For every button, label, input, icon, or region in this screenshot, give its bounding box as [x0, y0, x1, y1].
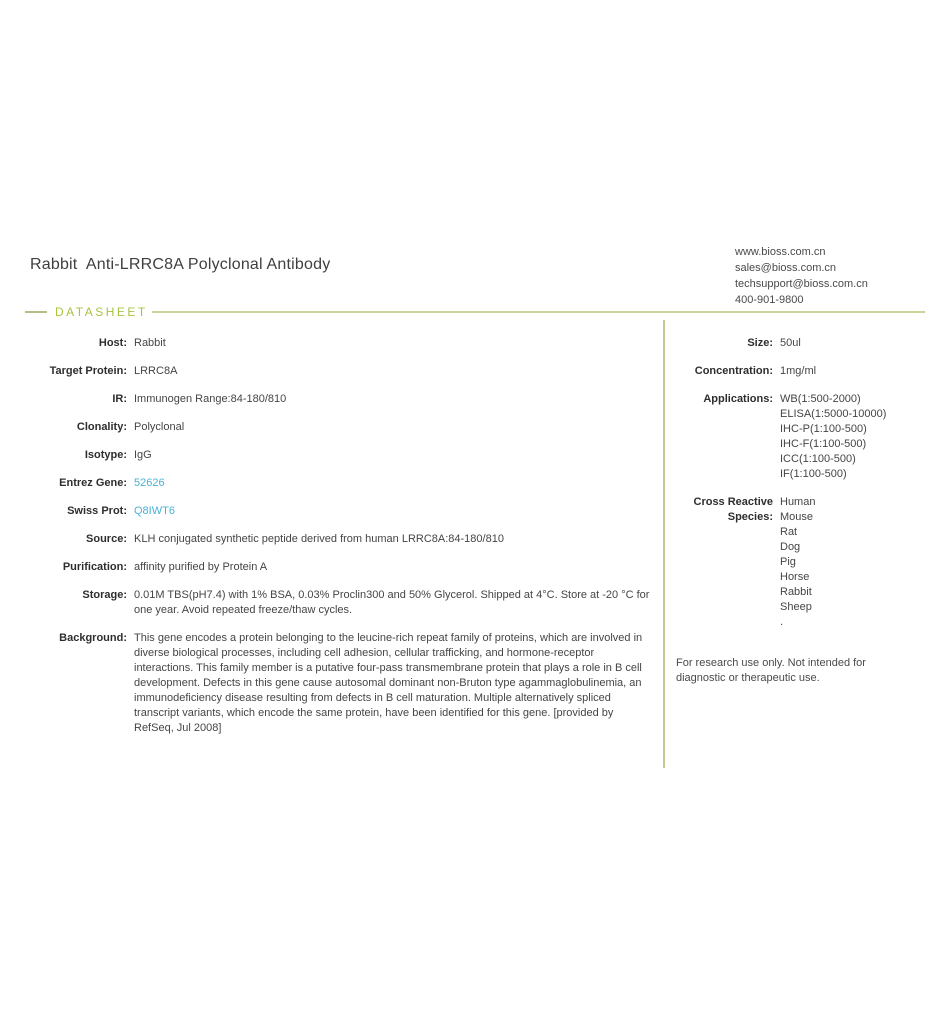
column-divider	[663, 320, 665, 768]
storage-label: Storage:	[82, 589, 127, 601]
purification-label: Purification:	[62, 561, 127, 573]
isotype-label: Isotype:	[84, 449, 127, 461]
source-value: KLH conjugated synthetic peptide derived from human LRRC8A:84-180/810	[134, 533, 504, 545]
field-row-ir	[25, 392, 655, 407]
datasheet-label: DATASHEET	[55, 305, 148, 319]
contact-info	[735, 244, 868, 308]
species-item: .	[780, 616, 784, 628]
size-label: Size:	[747, 337, 773, 349]
species-item: Sheep	[780, 601, 812, 613]
applications-list	[780, 392, 886, 482]
field-row-storage	[25, 588, 655, 618]
swiss-prot-link[interactable]: Q8IWT6	[134, 505, 175, 517]
entrez-gene-link[interactable]: 52626	[134, 477, 165, 489]
species-item: Rat	[780, 526, 798, 538]
host-value: Rabbit	[134, 337, 166, 349]
species-item: Dog	[780, 541, 801, 553]
application-item: IF(1:100-500)	[780, 468, 847, 480]
cross-reactive-species-list	[780, 495, 815, 630]
purification-value: affinity purified by Protein A	[134, 561, 268, 573]
clonality-value: Polyclonal	[134, 421, 185, 433]
contact-sales-email: sales@bioss.com.cn	[735, 262, 837, 274]
application-item: IHC-P(1:100-500)	[780, 423, 867, 435]
contact-phone: 400-901-9800	[735, 294, 804, 306]
background-value: This gene encodes a protein belonging to the leucine-rich repeat family of proteins, which are involved in diverse biological processes, including cell adhesion, cellular trafficking, and hormone-receptor interactions. This family member is a putative four-pass transmembrane protein that plays a role in B cell development. Defects in this gene cause autosomal dominant non-Bruton type agammaglobulinemia, an immunodeficiency disease resulting from defects in B cell maturation. Multiple alternatively spliced transcript variants, which encode the same protein, have been identified for this gene. [provided by RefSeq, Jul 2008]	[134, 632, 643, 734]
page-title: Rabbit Anti-LRRC8A Polyclonal Antibody	[30, 256, 331, 273]
field-row-entrez-gene	[25, 476, 655, 491]
rule-dash	[25, 311, 47, 313]
species-item: Mouse	[780, 511, 814, 523]
applications-label: Applications:	[703, 393, 773, 405]
size-value: 50ul	[780, 337, 801, 349]
datasheet-section-header	[25, 305, 925, 319]
field-row-size	[676, 336, 928, 351]
field-row-applications	[676, 392, 928, 482]
ir-value: Immunogen Range:84-180/810	[134, 393, 287, 405]
field-row-cross-reactive	[676, 495, 928, 630]
cross-reactive-label-line2: Species:	[727, 511, 773, 523]
target-protein-label: Target Protein:	[49, 365, 127, 377]
left-column	[25, 336, 655, 749]
species-item: Rabbit	[780, 586, 812, 598]
right-column	[676, 336, 928, 686]
storage-value: 0.01M TBS(pH7.4) with 1% BSA, 0.03% Proclin300 and 50% Glycerol. Shipped at 4°C. Store at -20 °C for one year. Avoid repeated freeze/thaw cycles.	[134, 589, 650, 616]
target-protein-value: LRRC8A	[134, 365, 178, 377]
field-row-host	[25, 336, 655, 351]
entrez-gene-label: Entrez Gene:	[59, 477, 127, 489]
field-row-source	[25, 532, 655, 547]
source-label: Source:	[86, 533, 127, 545]
research-use-note: For research use only. Not intended for diagnostic or therapeutic use.	[676, 657, 866, 684]
field-row-swiss-prot	[25, 504, 655, 519]
contact-website: www.bioss.com.cn	[735, 246, 826, 258]
concentration-label: Concentration:	[694, 365, 773, 377]
background-label: Background:	[59, 632, 127, 644]
species-item: Pig	[780, 556, 796, 568]
cross-reactive-label	[676, 495, 773, 630]
field-row-background	[25, 631, 655, 736]
field-row-clonality	[25, 420, 655, 435]
isotype-value: IgG	[134, 449, 152, 461]
ir-label: IR:	[112, 393, 127, 405]
clonality-label: Clonality:	[76, 421, 127, 433]
species-item: Horse	[780, 571, 810, 583]
cross-reactive-label-line1: Cross Reactive	[693, 496, 773, 508]
field-row-isotype	[25, 448, 655, 463]
host-label: Host:	[98, 337, 127, 349]
application-item: ELISA(1:5000-10000)	[780, 408, 887, 420]
swiss-prot-label: Swiss Prot:	[67, 505, 127, 517]
field-row-target-protein	[25, 364, 655, 379]
field-row-concentration	[676, 364, 928, 379]
rule-line	[152, 311, 925, 313]
application-item: ICC(1:100-500)	[780, 453, 856, 465]
field-row-purification	[25, 560, 655, 575]
application-item: IHC-F(1:100-500)	[780, 438, 867, 450]
contact-support-email: techsupport@bioss.com.cn	[735, 278, 868, 290]
species-item: Human	[780, 496, 816, 508]
application-item: WB(1:500-2000)	[780, 393, 861, 405]
concentration-value: 1mg/ml	[780, 365, 817, 377]
